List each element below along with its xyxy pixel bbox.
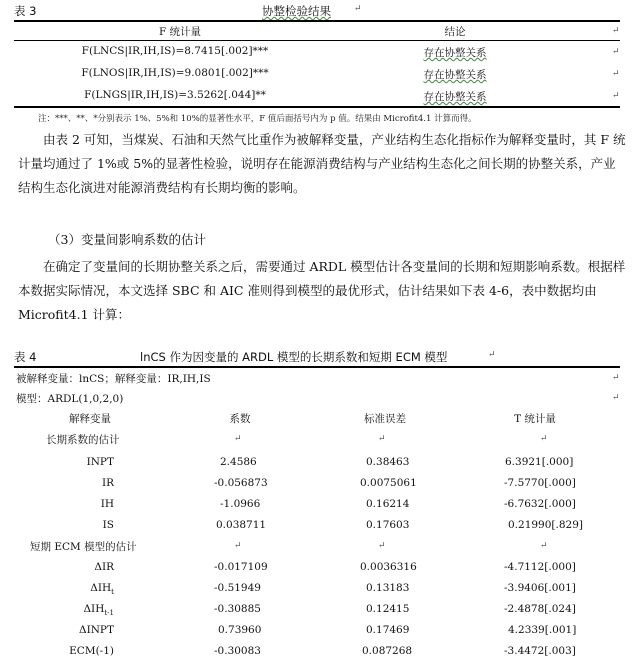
table4-se: 0.0075061 bbox=[360, 477, 417, 489]
table4-se: 0.0036316 bbox=[360, 561, 417, 573]
return-mark-icon: ↵ bbox=[540, 541, 548, 551]
table4-t: -3.9406[.001] bbox=[504, 582, 576, 594]
table3-header-f: F 统计量 bbox=[158, 26, 202, 38]
table4-t: -6.7632[.000] bbox=[504, 498, 576, 510]
return-mark-icon: ↵ bbox=[612, 91, 620, 101]
body-paragraph-1: 由表 2 可知，当煤炭、石油和天然气比重作为被解释变量，产业结构生态化指标作为解释变量时，其 F 统计量均通过了 1%或 5%的显著性检验，说明存在能源消费结构与产业结构生态化之间长期的协整关系，产业结构生态化演进对能源消费结构有长期均衡的影响。 bbox=[18, 132, 626, 195]
table3-conclusion-value: 存在协整关系 bbox=[423, 47, 487, 59]
table4-coef: -0.30083 bbox=[214, 645, 261, 657]
table4-t: -2.4878[.024] bbox=[504, 603, 576, 615]
table3-f-value: F(LNGS|IR,IH,IS)=3.5262[.044]** bbox=[84, 89, 266, 101]
table4-se: 0.16214 bbox=[366, 498, 410, 510]
return-mark-icon: ↵ bbox=[612, 393, 620, 403]
table4-header-t: T 统计量 bbox=[514, 413, 556, 425]
table4-section-long: 长期系数的估计 bbox=[46, 434, 120, 446]
table4-var: IH bbox=[100, 498, 114, 510]
table4-se: 0.38463 bbox=[366, 456, 410, 468]
return-mark-icon: ↵ bbox=[540, 434, 548, 444]
table4-var: $\Delta IH_{t-1}$ bbox=[83, 603, 114, 618]
table3-title: 协整检验结果 bbox=[262, 4, 331, 18]
table4-coef: -0.30885 bbox=[214, 603, 261, 615]
table4-coef: 2.4586 bbox=[220, 456, 257, 468]
section-heading-3: （3）变量间影响系数的估计 bbox=[48, 232, 206, 247]
table4-se: 0.13183 bbox=[366, 582, 410, 594]
table3-note: 注：***、**、*分别表示 1%、5%和 10%的显著性水平，F 值后面括号内为 p 值。结果由 Microfit4.1 计算而得。 bbox=[38, 114, 477, 124]
table4-header-var: 解释变量 bbox=[69, 413, 111, 425]
table4-dependent-line: 被解释变量：lnCS；解释变量：IR,IH,IS bbox=[16, 373, 211, 385]
table3-conclusion-value: 存在协整关系 bbox=[423, 69, 487, 81]
table4-var: ECM(-1) bbox=[69, 645, 114, 657]
table4-coef: 0.73960 bbox=[218, 624, 262, 636]
table3-label: 表 3 bbox=[14, 4, 37, 18]
table4-var: INPT bbox=[86, 456, 114, 468]
table4-var: $\Delta IH_t$ bbox=[90, 582, 114, 597]
table3-top-rule bbox=[14, 20, 620, 22]
table4-var: IR bbox=[101, 477, 114, 489]
return-mark-icon: ↵ bbox=[612, 47, 620, 57]
table4-var: ΔINPT bbox=[79, 624, 114, 636]
table4-coef: -0.017109 bbox=[214, 561, 268, 573]
table4-var: ΔIR bbox=[94, 561, 114, 573]
table4-t: 0.21990[.829] bbox=[508, 519, 583, 531]
table4-label: 表 4 bbox=[14, 350, 37, 364]
body-paragraph-2: 在确定了变量间的长期协整关系之后，需要通过 ARDL 模型估计各变量间的长期和短期影响系数。根据样本数据实际情况，本文选择 SBC 和 AIC 准则得到模型的最优形式，估计结果如下表 4-6，表中数据均由 Microfit4.1 计算： bbox=[18, 259, 626, 322]
table4-model-line: 模型：ARDL(1,0,2,0) bbox=[16, 393, 124, 405]
table4-t: 6.3921[.000] bbox=[505, 456, 574, 468]
table4-t: -3.4472[.003] bbox=[504, 645, 576, 657]
table4-coef: -0.056873 bbox=[214, 477, 268, 489]
table3-bottom-rule bbox=[14, 106, 620, 108]
table4-title: lnCS 作为因变量的 ARDL 模型的长期系数和短期 ECM 模型 bbox=[140, 350, 448, 364]
table3-header-conclusion: 结论 bbox=[444, 26, 466, 38]
return-mark-icon: ↵ bbox=[378, 541, 386, 551]
table3-conclusion-value: 存在协整关系 bbox=[423, 91, 487, 103]
table4-header-coef: 系数 bbox=[229, 413, 251, 425]
table3-f-value: F(LNCS|IR,IH,IS)=8.7415[.002]*** bbox=[81, 45, 269, 57]
table4-se: 0.12415 bbox=[366, 603, 410, 615]
table4-section-short: 短期 ECM 模型的估计 bbox=[30, 541, 137, 553]
return-mark-icon: ↵ bbox=[612, 69, 620, 79]
table4-t: -7.5770[.000] bbox=[504, 477, 576, 489]
return-mark-icon: ↵ bbox=[488, 350, 496, 360]
table4-top-rule bbox=[14, 366, 620, 368]
table3-header-rule bbox=[14, 40, 620, 41]
table4-se: 0.087268 bbox=[362, 645, 413, 657]
table3-f-value: F(LNOS|IR,IH,IS)=9.0801[.002]*** bbox=[81, 67, 269, 79]
table4-coef: -1.0966 bbox=[220, 498, 261, 510]
table4-header-se: 标准误差 bbox=[364, 413, 406, 425]
table4-t: 4.2339[.001] bbox=[508, 624, 577, 636]
table4-var: IS bbox=[102, 519, 114, 531]
return-mark-icon: ↵ bbox=[612, 26, 620, 36]
return-mark-icon: ↵ bbox=[234, 541, 242, 551]
table4-se: 0.17603 bbox=[366, 519, 410, 531]
return-mark-icon: ↵ bbox=[378, 434, 386, 444]
return-mark-icon: ↵ bbox=[612, 373, 620, 383]
return-mark-icon: ↵ bbox=[354, 4, 362, 14]
table4-coef: -0.51949 bbox=[214, 582, 261, 594]
table4-coef: 0.038711 bbox=[216, 519, 267, 531]
table4-se: 0.17469 bbox=[366, 624, 410, 636]
return-mark-icon: ↵ bbox=[234, 434, 242, 444]
table4-t: -4.7112[.000] bbox=[504, 561, 576, 573]
